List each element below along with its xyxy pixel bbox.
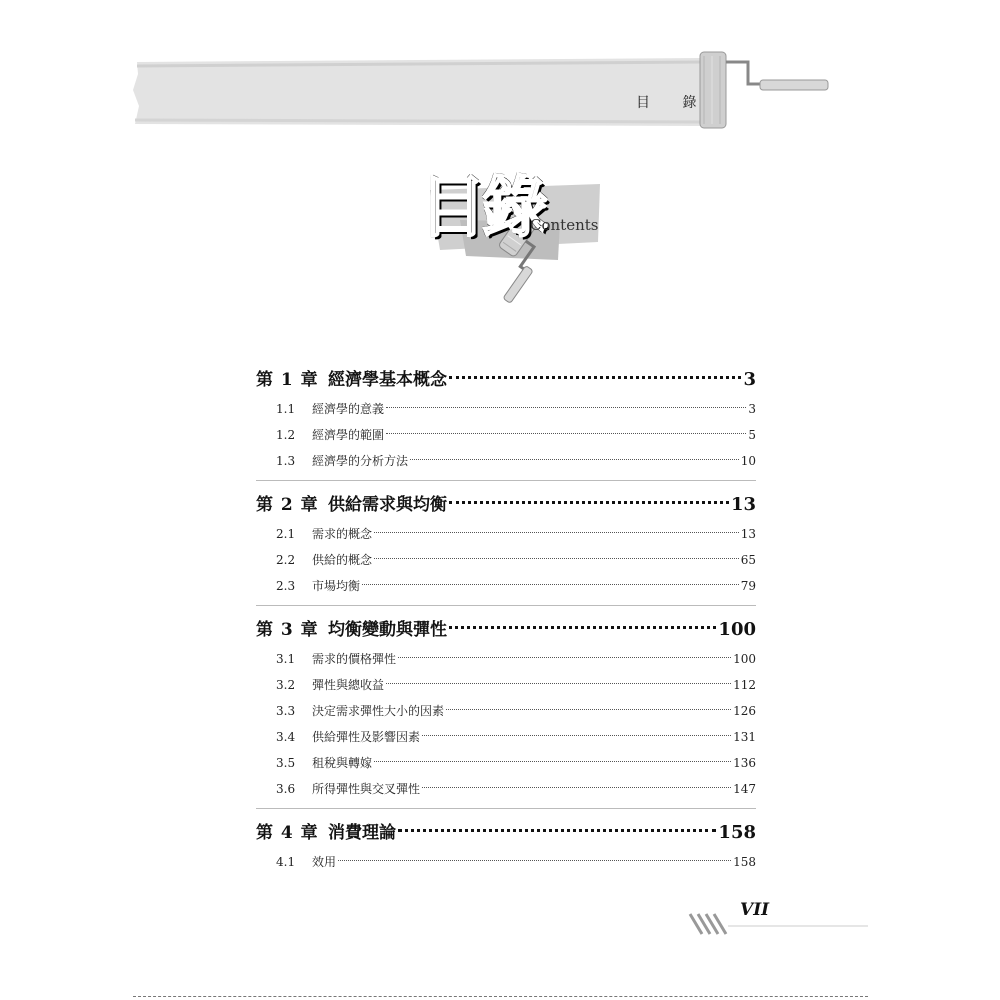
- section-number: 3.4: [276, 730, 296, 744]
- chapter-page: 158: [718, 822, 756, 843]
- section-title: 經濟學的意義: [312, 402, 385, 416]
- toc-section[interactable]: [256, 724, 756, 750]
- dot-leader: [398, 829, 716, 832]
- section-number: 3.2: [276, 678, 296, 692]
- section-title: 供給的概念: [312, 553, 373, 567]
- dot-leader: [449, 376, 741, 379]
- chapter-page: 13: [730, 494, 756, 515]
- paint-roller-icon: [690, 48, 835, 137]
- contents-title-block: [410, 150, 640, 320]
- stripes-icon: [688, 900, 868, 940]
- section-number: 3.1: [276, 652, 296, 666]
- toc-section[interactable]: [256, 776, 756, 802]
- section-page: 79: [740, 579, 756, 593]
- section-number: 1.2: [276, 428, 296, 442]
- chapter-divider: [256, 605, 756, 606]
- section-page: 3: [748, 402, 756, 416]
- section-title: 經濟學的範圍: [312, 428, 385, 442]
- dot-leader: [386, 683, 731, 684]
- chapter-title: 均衡變動與彈性: [328, 620, 447, 640]
- header-banner: [133, 56, 713, 128]
- chapter-number: 第 4 章: [256, 823, 319, 843]
- section-title: 決定需求彈性大小的因素: [312, 704, 445, 718]
- chapter-divider: [256, 480, 756, 481]
- bottom-rule: [133, 996, 868, 997]
- section-page: 100: [733, 652, 756, 666]
- section-page: 10: [740, 454, 756, 468]
- section-page: 126: [733, 704, 756, 718]
- section-page: 158: [733, 855, 756, 869]
- section-title: 市場均衡: [312, 579, 361, 593]
- toc-section[interactable]: [256, 698, 756, 724]
- section-number: 2.1: [276, 527, 296, 541]
- page-subtitle: Contents: [530, 216, 599, 234]
- dot-leader: [449, 501, 729, 504]
- toc-section[interactable]: [256, 750, 756, 776]
- section-title: 效用: [312, 855, 337, 869]
- section-title: 需求的概念: [312, 527, 373, 541]
- toc-section[interactable]: [256, 396, 756, 422]
- section-title: 經濟學的分析方法: [312, 454, 409, 468]
- section-title: 供給彈性及影響因素: [312, 730, 421, 744]
- toc-section[interactable]: [256, 547, 756, 573]
- section-number: 3.6: [276, 782, 296, 796]
- dot-leader: [422, 787, 731, 788]
- dot-leader: [338, 860, 731, 861]
- section-title: 彈性與總收益: [312, 678, 385, 692]
- chapter-page: 100: [718, 619, 756, 640]
- dot-leader: [374, 761, 731, 762]
- table-of-contents: [256, 364, 756, 875]
- page-title: 目錄: [420, 169, 544, 246]
- section-page: 65: [740, 553, 756, 567]
- dot-leader: [449, 626, 716, 629]
- dot-leader: [386, 433, 746, 434]
- section-number: 3.5: [276, 756, 296, 770]
- page-number: VII: [740, 900, 770, 920]
- section-number: 1.1: [276, 402, 296, 416]
- section-page: 131: [733, 730, 756, 744]
- toc-section[interactable]: [256, 646, 756, 672]
- dot-leader: [362, 584, 739, 585]
- dot-leader: [374, 532, 739, 533]
- toc-section[interactable]: [256, 672, 756, 698]
- section-number: 4.1: [276, 855, 296, 869]
- dot-leader: [410, 459, 739, 460]
- chapter-number: 第 1 章: [256, 370, 319, 390]
- dot-leader: [446, 709, 731, 710]
- section-number: 3.3: [276, 704, 296, 718]
- section-title: 需求的價格彈性: [312, 652, 397, 666]
- dot-leader: [398, 657, 731, 658]
- section-page: 5: [748, 428, 756, 442]
- toc-chapter[interactable]: [256, 817, 756, 849]
- page-folio: [688, 900, 868, 940]
- dot-leader: [386, 407, 746, 408]
- chapter-title: 供給需求與均衡: [328, 495, 447, 515]
- section-number: 2.3: [276, 579, 296, 593]
- chapter-title: 經濟學基本概念: [328, 370, 447, 390]
- toc-section[interactable]: [256, 573, 756, 599]
- chapter-divider: [256, 808, 756, 809]
- section-page: 136: [733, 756, 756, 770]
- section-number: 1.3: [276, 454, 296, 468]
- toc-section[interactable]: [256, 521, 756, 547]
- dot-leader: [422, 735, 731, 736]
- section-number: 2.2: [276, 553, 296, 567]
- chapter-number: 第 3 章: [256, 620, 319, 640]
- chapter-title: 消費理論: [328, 823, 396, 843]
- section-page: 112: [733, 678, 756, 692]
- section-page: 147: [733, 782, 756, 796]
- running-head: 目 錄: [636, 95, 711, 111]
- dot-leader: [374, 558, 739, 559]
- chapter-number: 第 2 章: [256, 495, 319, 515]
- toc-chapter[interactable]: [256, 489, 756, 521]
- toc-chapter[interactable]: [256, 364, 756, 396]
- section-title: 所得彈性與交叉彈性: [312, 782, 421, 796]
- chapter-page: 3: [743, 369, 756, 390]
- toc-section[interactable]: [256, 849, 756, 875]
- section-title: 租稅與轉嫁: [312, 756, 373, 770]
- section-page: 13: [740, 527, 756, 541]
- toc-chapter[interactable]: [256, 614, 756, 646]
- toc-section[interactable]: [256, 422, 756, 448]
- toc-section[interactable]: [256, 448, 756, 474]
